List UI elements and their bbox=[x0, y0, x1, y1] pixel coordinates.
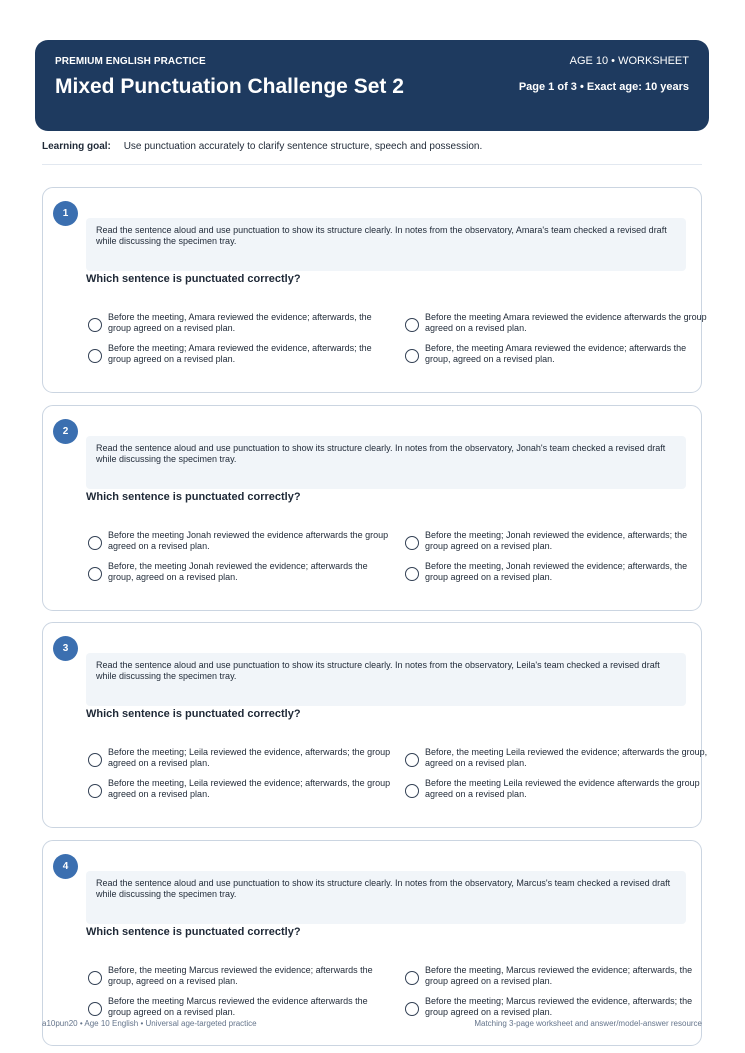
radio-button[interactable] bbox=[405, 567, 419, 581]
answer-option-label: Before the meeting, Jonah reviewed the evidence; afterwards, the group agreed on a revised plan. bbox=[425, 561, 688, 582]
answer-option-label: Before the meeting; Marcus reviewed the evidence, afterwards; the group agreed on a revised plan. bbox=[425, 996, 693, 1017]
answer-option-label: Before the meeting Leila reviewed the evidence afterwards the group agreed on a revised plan. bbox=[425, 778, 700, 799]
answer-option-label: Before the meeting, Leila reviewed the evidence; afterwards, the group agreed on a revised plan. bbox=[108, 778, 391, 799]
answer-option-label: Before the meeting Marcus reviewed the evidence afterwards the group agreed on a revised plan. bbox=[108, 996, 368, 1017]
radio-button[interactable] bbox=[88, 318, 102, 332]
question-text: Which sentence is punctuated correctly? bbox=[86, 926, 301, 938]
question-number-badge: 1 bbox=[53, 201, 78, 226]
answer-option-label: Before the meeting, Amara reviewed the evidence; afterwards, the group agreed on a revised plan. bbox=[108, 312, 372, 333]
learning-goal-text: Use punctuation accurately to clarify sentence structure, speech and possession. bbox=[123, 141, 483, 152]
question-text: Which sentence is punctuated correctly? bbox=[86, 273, 301, 285]
worksheet-header bbox=[35, 40, 709, 131]
footer-left: a10pun20 • Age 10 English • Universal age-targeted practice bbox=[42, 1019, 257, 1028]
question-number-badge: 2 bbox=[53, 419, 78, 444]
radio-button[interactable] bbox=[88, 971, 102, 985]
radio-button[interactable] bbox=[405, 1002, 419, 1016]
question-card-2 bbox=[42, 405, 702, 611]
learning-goal-label: Learning goal: bbox=[42, 141, 111, 152]
question-prompt: Read the sentence aloud and use punctuation to show its structure clearly. In notes from the observatory, Leila's team checked a revised draft while discussing the specimen tray. bbox=[86, 653, 686, 706]
radio-button[interactable] bbox=[88, 1002, 102, 1016]
page-info: Page 1 of 3 • Exact age: 10 years bbox=[518, 81, 689, 93]
radio-button[interactable] bbox=[88, 536, 102, 550]
question-card-3 bbox=[42, 622, 708, 828]
answer-option-label: Before, the meeting Marcus reviewed the evidence; afterwards the group, agreed on a revised plan. bbox=[108, 965, 373, 986]
answer-option-label: Before, the meeting Leila reviewed the evidence; afterwards the group, agreed on a revised plan. bbox=[425, 747, 708, 768]
answer-option-label: Before the meeting, Marcus reviewed the evidence; afterwards, the group agreed on a revised plan. bbox=[425, 965, 693, 986]
header-meta: AGE 10 • WORKSHEET bbox=[569, 55, 689, 67]
radio-button[interactable] bbox=[405, 784, 419, 798]
learning-goal bbox=[42, 141, 482, 152]
question-prompt: Read the sentence aloud and use punctuation to show its structure clearly. In notes from the observatory, Marcus's team checked a revised draft while discussing the specimen tray. bbox=[86, 871, 686, 924]
radio-button[interactable] bbox=[88, 349, 102, 363]
radio-button[interactable] bbox=[405, 971, 419, 985]
radio-button[interactable] bbox=[405, 318, 419, 332]
answer-option-label: Before the meeting Amara reviewed the evidence afterwards the group agreed on a revised plan. bbox=[425, 312, 707, 333]
radio-button[interactable] bbox=[88, 784, 102, 798]
answer-option-label: Before, the meeting Jonah reviewed the evidence; afterwards the group, agreed on a revised plan. bbox=[108, 561, 368, 582]
question-text: Which sentence is punctuated correctly? bbox=[86, 491, 301, 503]
answer-option-label: Before the meeting; Leila reviewed the evidence, afterwards; the group agreed on a revised plan. bbox=[108, 747, 391, 768]
radio-button[interactable] bbox=[405, 349, 419, 363]
footer-right: Matching 3-page worksheet and answer/model-answer resource bbox=[474, 1019, 702, 1028]
question-prompt: Read the sentence aloud and use punctuation to show its structure clearly. In notes from the observatory, Amara's team checked a revised draft while discussing the specimen tray. bbox=[86, 218, 686, 271]
radio-button[interactable] bbox=[88, 753, 102, 767]
answer-option-label: Before the meeting; Jonah reviewed the evidence, afterwards; the group agreed on a revised plan. bbox=[425, 530, 688, 551]
divider bbox=[42, 164, 702, 165]
page-title: Mixed Punctuation Challenge Set 2 bbox=[55, 75, 404, 98]
question-prompt: Read the sentence aloud and use punctuation to show its structure clearly. In notes from the observatory, Jonah's team checked a revised draft while discussing the specimen tray. bbox=[86, 436, 686, 489]
question-card-4 bbox=[42, 840, 702, 1046]
header-kicker: PREMIUM ENGLISH PRACTICE bbox=[55, 56, 206, 67]
answer-option-label: Before, the meeting Amara reviewed the evidence; afterwards the group, agreed on a revised plan. bbox=[425, 343, 687, 364]
question-card-1 bbox=[42, 187, 707, 393]
radio-button[interactable] bbox=[88, 567, 102, 581]
question-number-badge: 3 bbox=[53, 636, 78, 661]
answer-option-label: Before the meeting; Amara reviewed the evidence, afterwards; the group agreed on a revised plan. bbox=[108, 343, 372, 364]
question-number-badge: 4 bbox=[53, 854, 78, 879]
radio-button[interactable] bbox=[405, 536, 419, 550]
answer-option-label: Before the meeting Jonah reviewed the evidence afterwards the group agreed on a revised plan. bbox=[108, 530, 389, 551]
question-text: Which sentence is punctuated correctly? bbox=[86, 708, 301, 720]
radio-button[interactable] bbox=[405, 753, 419, 767]
